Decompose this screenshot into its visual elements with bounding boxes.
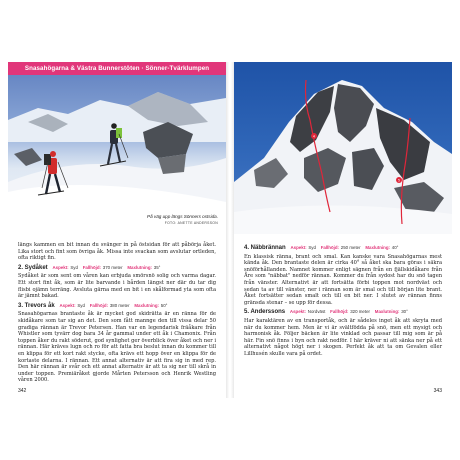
- route-text: En klassisk ränna, brant och smal. Kan kanske vara Snasahögarnas mest kända åk. Den brantaste delen är cirka 40° så åket ska bara göras i säkra snöförhållanden. Namnet kommer enligt sägnen från en fjällskidåkare från Åre som "näbbat" nedför rännan. Kommer du från sydost har du snö tagen från vänster. Alternativt är att fortsätta förbi toppen mot nordväst och sedan ta av till vänster, ner i rännan som är smal och till början lite brant. Åket fortsätter sedan smalt och till en bit ner. I slutet av rännan finns gränsda stenar – se upp för dessa.: [244, 253, 442, 306]
- slope-value: 30°: [401, 309, 408, 315]
- aspect-label: Aspekt:: [59, 302, 76, 308]
- aspect-value: Syd: [70, 264, 78, 270]
- route-heading-2: [18, 265, 216, 272]
- aspect-value: Syd: [77, 302, 85, 308]
- right-text: [244, 242, 442, 361]
- slope-label: Maxlutning:: [127, 264, 152, 270]
- route-text: Sydåket är som sent om våren kan erbjuda smörsnö solig och varma dagar. Ett stort fint åk, som är lite barvande i bården längst ner där du tar dig flisbi ojämn terräng. Avsluta gärna med en bit i en skålformad yta som ofta är jämnt bakad.: [18, 273, 216, 300]
- left-text: [18, 242, 216, 387]
- route-text: Snasahögarnas brantaste åk är mycket god skidrätta är en ränna för de skidåkare som tar sig an det. Den som fått mannge den till vissa delar 50 gradiga rännan är Trevor Petersen. Han var en legendarisk fräåkare från Whistler som tyvärr dog bara 34 år gammal under ett åk i Chamonix. Från toppen åker du rakt söderut, god synlighet ger överblick över åket och ner i rännan. Här kräves lugn och ro för att fatta bra beslut innan du kommer till en klippa för ett kort rakt stycke, ofta krävs ett hopp över en klippa för de kortaste delarna. I rännan. Ett annat alternativ är att fira sig in med rep. Den här rännan är svår och ett annat alternativ är att ta sig ner till skrå in under toppen. Premiäråket gjorde Mårten Petersson och Henrik Westling våren 2000.: [18, 311, 216, 384]
- slope-value: 50°: [160, 302, 168, 308]
- route-heading-3: [18, 303, 216, 310]
- drop-value: 320 meter: [350, 309, 371, 315]
- skiers-photo: [8, 62, 226, 234]
- aspect-label: Aspekt:: [289, 309, 307, 315]
- page-number: 342: [18, 388, 27, 394]
- route-title: 4. Näbbrännan: [244, 245, 286, 251]
- page-number: 343: [433, 388, 442, 394]
- skiers-photo-art: [8, 62, 226, 234]
- slope-label: Maxlutning:: [374, 309, 400, 315]
- drop-label: Fallhöjd:: [89, 302, 109, 308]
- photo-credit: FOTO: ANETTE ANDERSSON: [164, 221, 218, 225]
- mountain-photo-art: [234, 62, 452, 234]
- slope-value: 40°: [391, 245, 399, 250]
- route-text: Har karaktären av en transportåk, och är sådeles inget åk att skryta med när du kommer hem. Men är vi är svältfödda på snö, men ett mysigt och harmonisk åk. Följer bäcken är lite vinklad och passar till mig som är på här. Fin snö finns i byn och rakt nedför. I här kräver ni att sänka ner på ett alternativt något högt ner i skogen. Perfekt åk att ta om Gevalen eller Lillhusén skulle vara på ordet.: [244, 317, 442, 357]
- slope-value: 35°: [153, 264, 161, 270]
- drop-value: 380 meter: [109, 302, 130, 308]
- book-gutter: [226, 62, 234, 398]
- route-heading-4: [244, 245, 442, 252]
- slope-label: Maxlutning:: [134, 302, 160, 308]
- section-banner: Snasahögarna & Västra Bunnerstöten · Sönner-Tvärklumpen: [8, 62, 226, 75]
- aspect-label: Aspekt:: [290, 245, 307, 250]
- aspect-value: Syd: [308, 245, 316, 250]
- drop-label: Fallhöjd:: [82, 264, 102, 270]
- mountain-photo: [234, 62, 452, 234]
- route-title: 5. Anderssons: [244, 309, 286, 316]
- route-title: 2. Sydåket: [18, 264, 48, 271]
- aspect-label: Aspekt:: [52, 264, 69, 270]
- left-page: [8, 62, 226, 398]
- route-title: 3. Trevors åk: [18, 302, 55, 309]
- right-page: [234, 62, 452, 398]
- aspect-value: Nordväst: [307, 309, 326, 315]
- photo-caption: På väg upp längs Sönners ostsida.: [147, 214, 218, 219]
- intro-paragraph: längs kammen en bit innan du svänger in på östsidan för att påbörja åket. Lika stort och fint som övriga åk. Missa inte svackan som avslutar ortleden, ofta riktigt fin.: [18, 242, 216, 262]
- route-heading-5: [244, 309, 442, 316]
- drop-value: 250 meter: [340, 245, 361, 250]
- slope-label: Maxlutning:: [365, 245, 390, 250]
- drop-value: 370 meter: [102, 264, 123, 270]
- route-marker-5: 5: [398, 178, 400, 183]
- route-marker-4: 4: [313, 134, 315, 139]
- book-spread: [8, 62, 452, 398]
- drop-label: Fallhöjd:: [330, 309, 349, 315]
- drop-label: Fallhöjd:: [320, 245, 340, 250]
